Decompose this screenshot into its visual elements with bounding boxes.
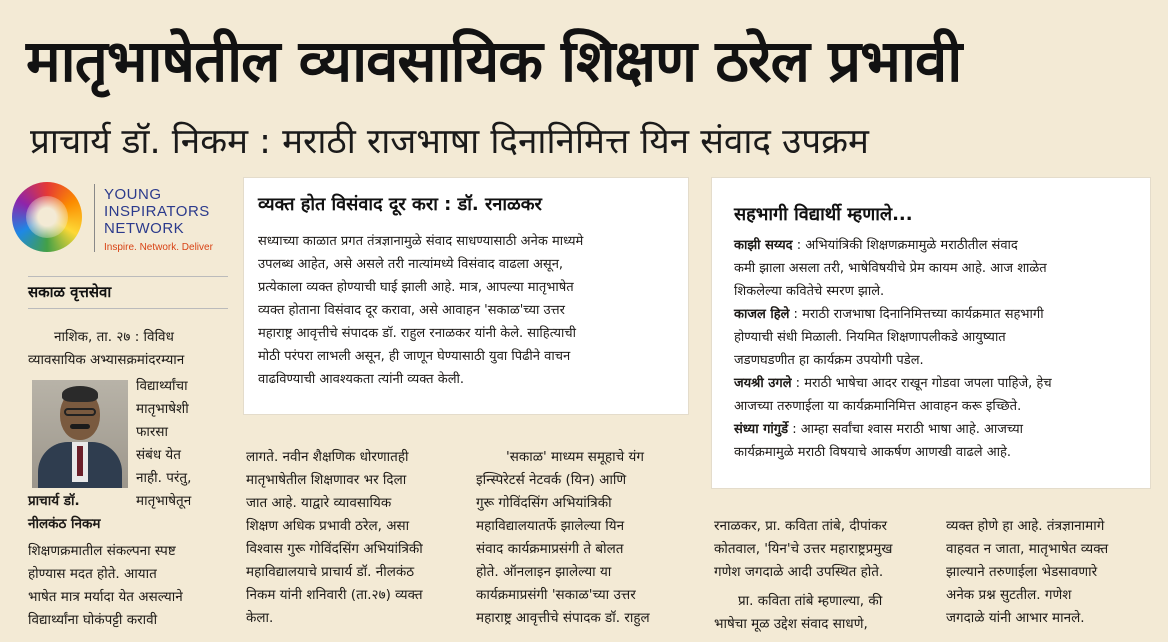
sidebar-box-ranalkar xyxy=(244,178,688,414)
col2-line-7: निकम यांनी शनिवारी (ता.२७) व्यक्त xyxy=(246,587,423,603)
box1-title: व्यक्त होत विसंवाद दूर करा : डॉ. रनाळकर xyxy=(258,194,542,215)
col1-tail-3: भाषेत मात्र मर्यादा येत असल्याने xyxy=(28,589,183,605)
box2-entry-4-line-2: कार्यक्रमामुळे मराठी विषयाचे आकर्षण आणखी वाढले आहे. xyxy=(734,445,1012,460)
col1-wrap-1: विद्यार्थ्यांचा xyxy=(136,378,188,394)
col2-line-8: केला. xyxy=(246,610,274,626)
box2-entry-2-line-1 xyxy=(734,303,1144,326)
col1-wrap-4: संबंध येत xyxy=(136,447,181,463)
col4-line-3: गणेश जगदाळे आदी उपस्थित होते. xyxy=(714,564,884,580)
col2-line-3: जात आहे. याद्वारे व्यावसायिक xyxy=(246,495,392,511)
col3-line-6: होते. ऑनलाइन झालेल्या या xyxy=(476,564,612,580)
col1-tail-2: होण्यास मदत होते. आयात xyxy=(28,566,157,582)
col4-line-5: भाषेचा मूळ उद्देश संवाद साधणे, xyxy=(714,616,868,632)
student-name-2: काजल हिले xyxy=(734,307,790,322)
col4-line-1: रनाळकर, प्रा. कविता तांबे, दीपांकर xyxy=(714,518,888,534)
col3-line-4: महाविद्यालयातर्फे झालेल्या यिन xyxy=(476,518,625,534)
col3-line-1: 'सकाळ' माध्यम समूहाचे यंग xyxy=(506,449,644,465)
headline: मातृभाषेतील व्यावसायिक शिक्षण ठरेल प्रभावी xyxy=(26,27,962,95)
col1-wrap-5: नाही. परंतु, xyxy=(136,470,192,486)
byline: सकाळ वृत्तसेवा xyxy=(28,283,112,301)
box1-line-5: महाराष्ट्र आवृत्तीचे संपादक डॉ. राहुल रनाळकर यांनी केले. साहित्याची xyxy=(258,326,577,341)
col1-tail-1: शिक्षणक्रमातील संकल्पना स्पष्ट xyxy=(28,543,176,559)
col1-wrap-6: मातृभाषेतून xyxy=(136,493,192,509)
box1-line-7: वाढविण्याची आवश्यकता त्यांनी व्यक्त केली. xyxy=(258,372,465,387)
col4-line-2: कोतवाल, 'यिन'चे उत्तर महाराष्ट्रप्रमुख xyxy=(714,541,893,557)
student-name-1: काझी सय्यद xyxy=(734,238,793,253)
col2-line-5: विश्वास गुरू गोविंदसिंग अभियांत्रिकी xyxy=(246,541,423,557)
box2-entry-3-line-2: आजच्या तरुणाईला या कार्यक्रमानिमित्त आवाहन करू इच्छिते. xyxy=(734,399,1022,414)
col5-line-4: अनेक प्रश्न सुटतील. गणेश xyxy=(946,587,1072,603)
col1-wrap-2: मातृभाषेशी xyxy=(136,401,189,417)
box2-entry-2-line-2: होण्याची संधी मिळाली. नियमित शिक्षणापलीकडे आयुष्यात xyxy=(734,330,1006,345)
col5-line-5: जगदाळे यांनी आभार मानले. xyxy=(946,610,1085,626)
logo-line-2: INSPIRATORS xyxy=(104,203,210,220)
col3-line-7: कार्यक्रमाप्रसंगी 'सकाळ'च्या उत्तर xyxy=(476,587,636,603)
col1-line-2: व्यावसायिक अभ्यासक्रमांदरम्यान xyxy=(28,352,185,368)
yin-logo xyxy=(12,180,232,260)
col4-line-4: प्रा. कविता तांबे म्हणाल्या, की xyxy=(738,593,883,609)
col5-line-1: व्यक्त होणे हा आहे. तंत्रज्ञानामागे xyxy=(946,518,1105,534)
col3-line-2: इन्स्पिरेटर्स नेटवर्क (यिन) आणि xyxy=(476,472,627,488)
photo-caption-name: नीलकंठ निकम xyxy=(28,516,101,532)
col2-line-2: मातृभाषेतील शिक्षणावर भर दिला xyxy=(246,472,407,488)
student-quote-2: : मराठी राजभाषा दिनानिमित्तच्या कार्यक्रमात सहभागी xyxy=(789,307,1044,322)
box2-entry-2-line-3: जडणघडणीत हा कार्यक्रम उपयोगी पडेल. xyxy=(734,353,924,368)
byline-rule-top xyxy=(28,276,228,277)
box2-entry-1-line-2: कमी झाला असला तरी, भाषेविषयीचे प्रेम कायम आहे. आज शाळेत xyxy=(734,261,1047,276)
col2-line-4: शिक्षण अधिक प्रभावी ठरेल, असा xyxy=(246,518,410,534)
student-name-3: जयश्री उगले xyxy=(734,376,792,391)
student-name-4: संध्या गांगुर्डे xyxy=(734,422,789,437)
box1-line-1: सध्याच्या काळात प्रगत तंत्रज्ञानामुळे संवाद साधण्यासाठी अनेक माध्यमे xyxy=(258,234,584,249)
student-quote-3: : मराठी भाषेचा आदर राखून गोडवा जपला पाहिजे, हेच xyxy=(791,376,1052,391)
col5-line-3: झाल्याने तरुणाईला भेडसावणारे xyxy=(946,564,1098,580)
box2-entry-3-line-1 xyxy=(734,372,1144,395)
principal-photo xyxy=(32,380,128,488)
student-quote-4: : आम्हा सर्वांचा श्वास मराठी भाषा आहे. आजच्या xyxy=(788,422,1023,437)
student-quote-1: : अभियांत्रिकी शिक्षणक्रमामुळे मराठीतील संवाद xyxy=(792,238,1018,253)
box2-entry-4-line-1 xyxy=(734,418,1144,441)
box1-line-2: उपलब्ध आहेत, असे असले तरी नात्यांमध्ये विसंवाद वाढला असून, xyxy=(258,257,564,272)
sidebar-box-students xyxy=(712,178,1150,488)
photo-caption-title: प्राचार्य डॉ. xyxy=(28,493,80,509)
box1-line-4: व्यक्त होताना विसंवाद दूर करावा, असे आवाहन 'सकाळ'च्या उत्तर xyxy=(258,303,565,318)
logo-line-1: YOUNG xyxy=(104,186,162,203)
col2-line-6: महाविद्यालयाचे प्राचार्य डॉ. नीलकंठ xyxy=(246,564,415,580)
byline-rule-bottom xyxy=(28,308,228,309)
col3-line-8: महाराष्ट्र आवृत्तीचे संपादक डॉ. राहुल xyxy=(476,610,650,626)
box2-entry-1-line-1 xyxy=(734,234,1144,257)
box2-title: सहभागी विद्यार्थी म्हणाले... xyxy=(734,204,913,225)
logo-divider xyxy=(94,184,95,252)
col3-line-5: संवाद कार्यक्रमाप्रसंगी ते बोलत xyxy=(476,541,624,557)
box2-entry-1-line-3: शिकलेल्या कवितेचे स्मरण झाले. xyxy=(734,284,885,299)
box1-line-6: मोठी परंपरा लाभली असून, ही जाणून घेण्यासाठी युवा पिढीने वाचन xyxy=(258,349,571,364)
logo-tagline: Inspire. Network. Deliver xyxy=(104,242,213,253)
col1-line-1: नाशिक, ता. २७ : विविध xyxy=(54,329,174,345)
subheadline: प्राचार्य डॉ. निकम : मराठी राजभाषा दिनानिमित्त यिन संवाद उपक्रम xyxy=(30,122,869,162)
col1-tail-4: विद्यार्थ्यांना घोकंपट्टी करावी xyxy=(28,612,158,628)
col3-line-3: गुरू गोविंदसिंग अभियांत्रिकी xyxy=(476,495,612,511)
logo-line-3: NETWORK xyxy=(104,220,185,237)
logo-wordmark xyxy=(104,186,210,237)
globe-icon xyxy=(12,182,82,252)
col5-line-2: वाहवत न जाता, मातृभाषेत व्यक्त xyxy=(946,541,1109,557)
col2-line-1: लागते. नवीन शैक्षणिक धोरणातही xyxy=(246,449,409,465)
box1-line-3: प्रत्येकाला व्यक्त होण्याची घाई झाली आहे. मात्र, आपल्या मातृभाषेत xyxy=(258,280,574,295)
col1-wrap-3: फारसा xyxy=(136,424,169,440)
